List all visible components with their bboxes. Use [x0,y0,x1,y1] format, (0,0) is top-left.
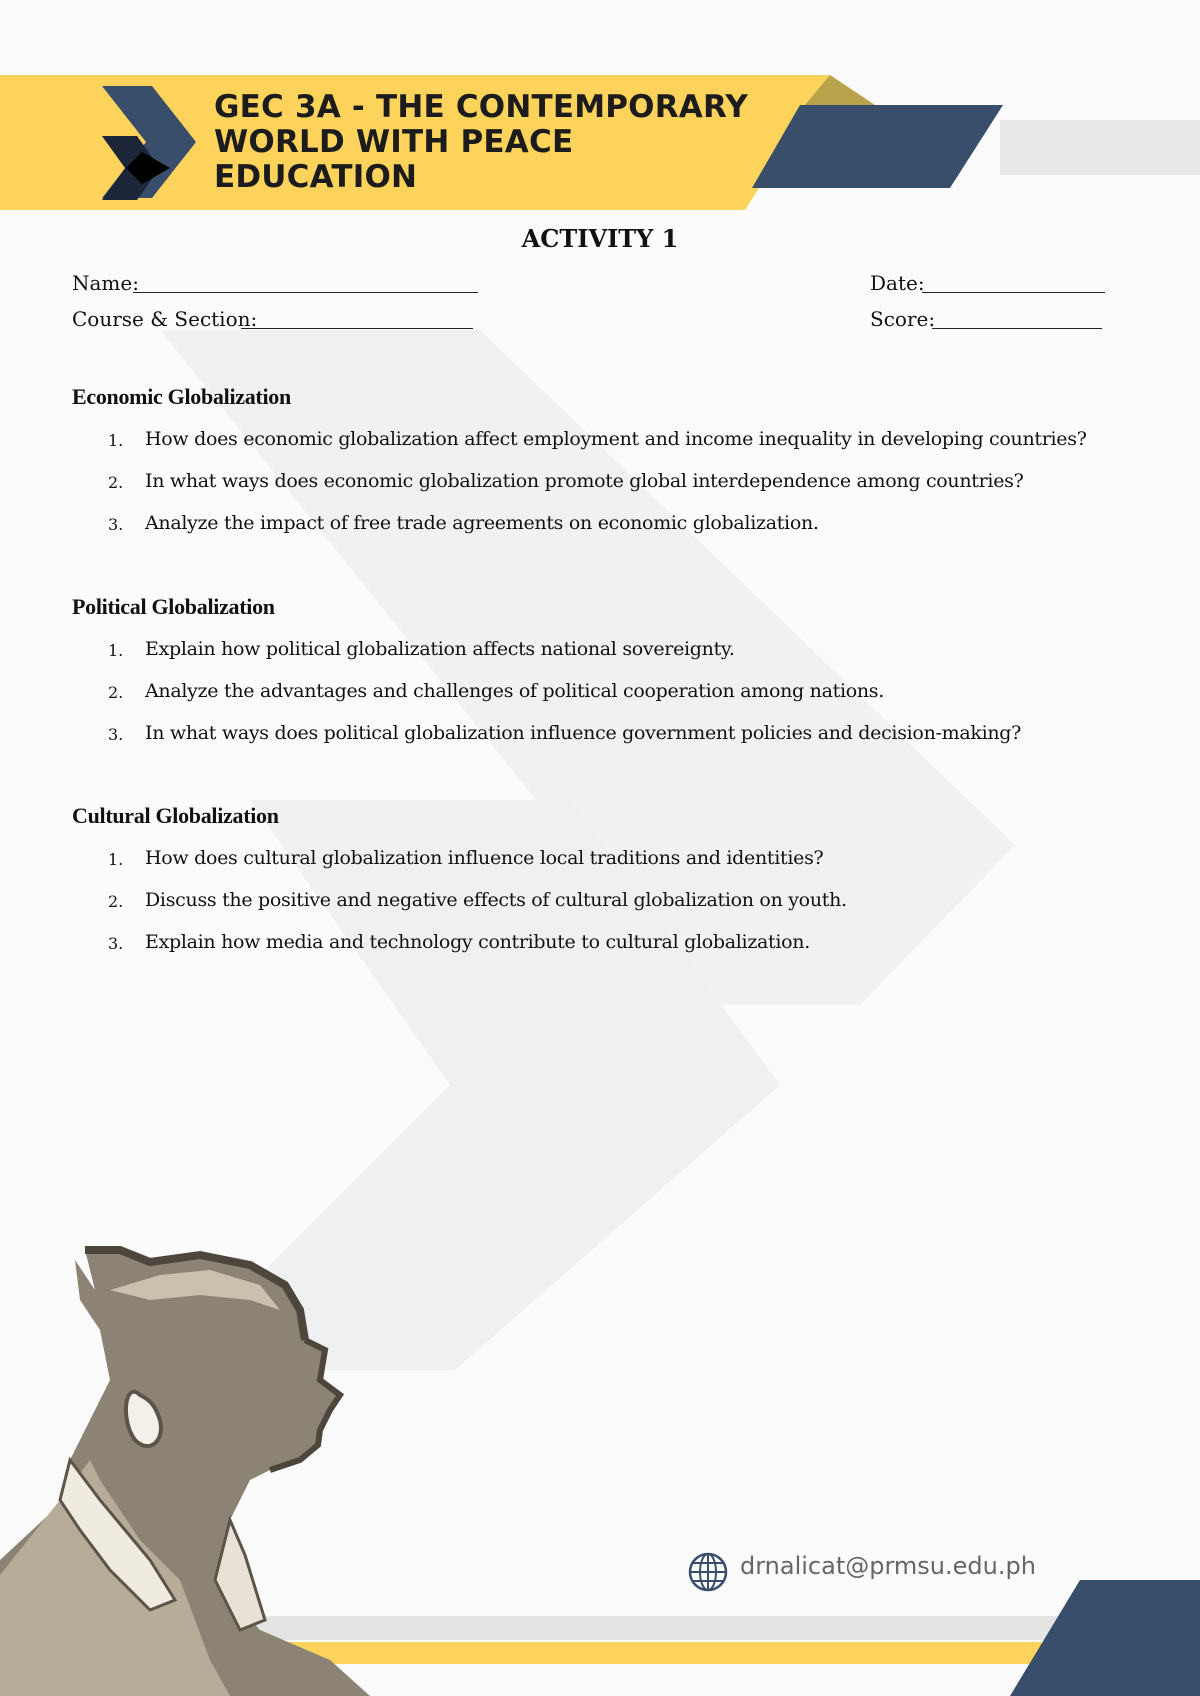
question-text: How does economic globalization affect employment and income inequality in developing countries? [145,428,1087,450]
date-field[interactable] [922,292,1105,293]
date-label: Date: [870,271,925,295]
question-number: 1. [108,641,124,660]
question-number: 3. [108,515,124,534]
course-title-line: EDUCATION [214,159,418,195]
globe-icon [688,1552,728,1592]
question-text: Analyze the advantages and challenges of political cooperation among nations. [145,680,884,702]
question-number: 2. [108,892,124,911]
score-field[interactable] [932,328,1102,329]
question-text: Explain how media and technology contribute to cultural globalization. [145,931,810,953]
section-heading-political: Political Globalization [72,594,275,619]
question-number: 2. [108,683,124,702]
section-heading-economic: Economic Globalization [72,384,291,409]
activity-title: ACTIVITY 1 [521,224,679,253]
question-number: 2. [108,473,124,492]
course-section-field[interactable] [241,328,473,329]
score-label: Score: [870,307,936,331]
header-grey-band [1000,120,1200,175]
question-text: Discuss the positive and negative effects of cultural globalization on youth. [145,889,847,911]
contact-email[interactable]: drnalicat@prmsu.edu.ph [740,1552,1036,1580]
name-field[interactable] [133,292,478,293]
question-text: Analyze the impact of free trade agreements on economic globalization. [145,512,819,534]
question-text: In what ways does political globalization influence government policies and decision-making? [145,722,1022,744]
name-label: Name: [72,271,139,295]
course-section-label: Course & Section: [72,307,258,331]
question-number: 3. [108,934,124,953]
course-title [214,90,748,195]
question-number: 1. [108,850,124,869]
question-number: 1. [108,431,124,450]
section-heading-cultural: Cultural Globalization [72,803,279,828]
question-text: How does cultural globalization influence local traditions and identities? [145,847,824,869]
course-title-line: GEC 3A - THE CONTEMPORARY [214,89,749,125]
question-text: In what ways does economic globalization promote global interdependence among countries? [145,470,1024,492]
question-number: 3. [108,725,124,744]
course-title-line: WORLD WITH PEACE [214,124,574,160]
question-text: Explain how political globalization affects national sovereignty. [145,638,735,660]
